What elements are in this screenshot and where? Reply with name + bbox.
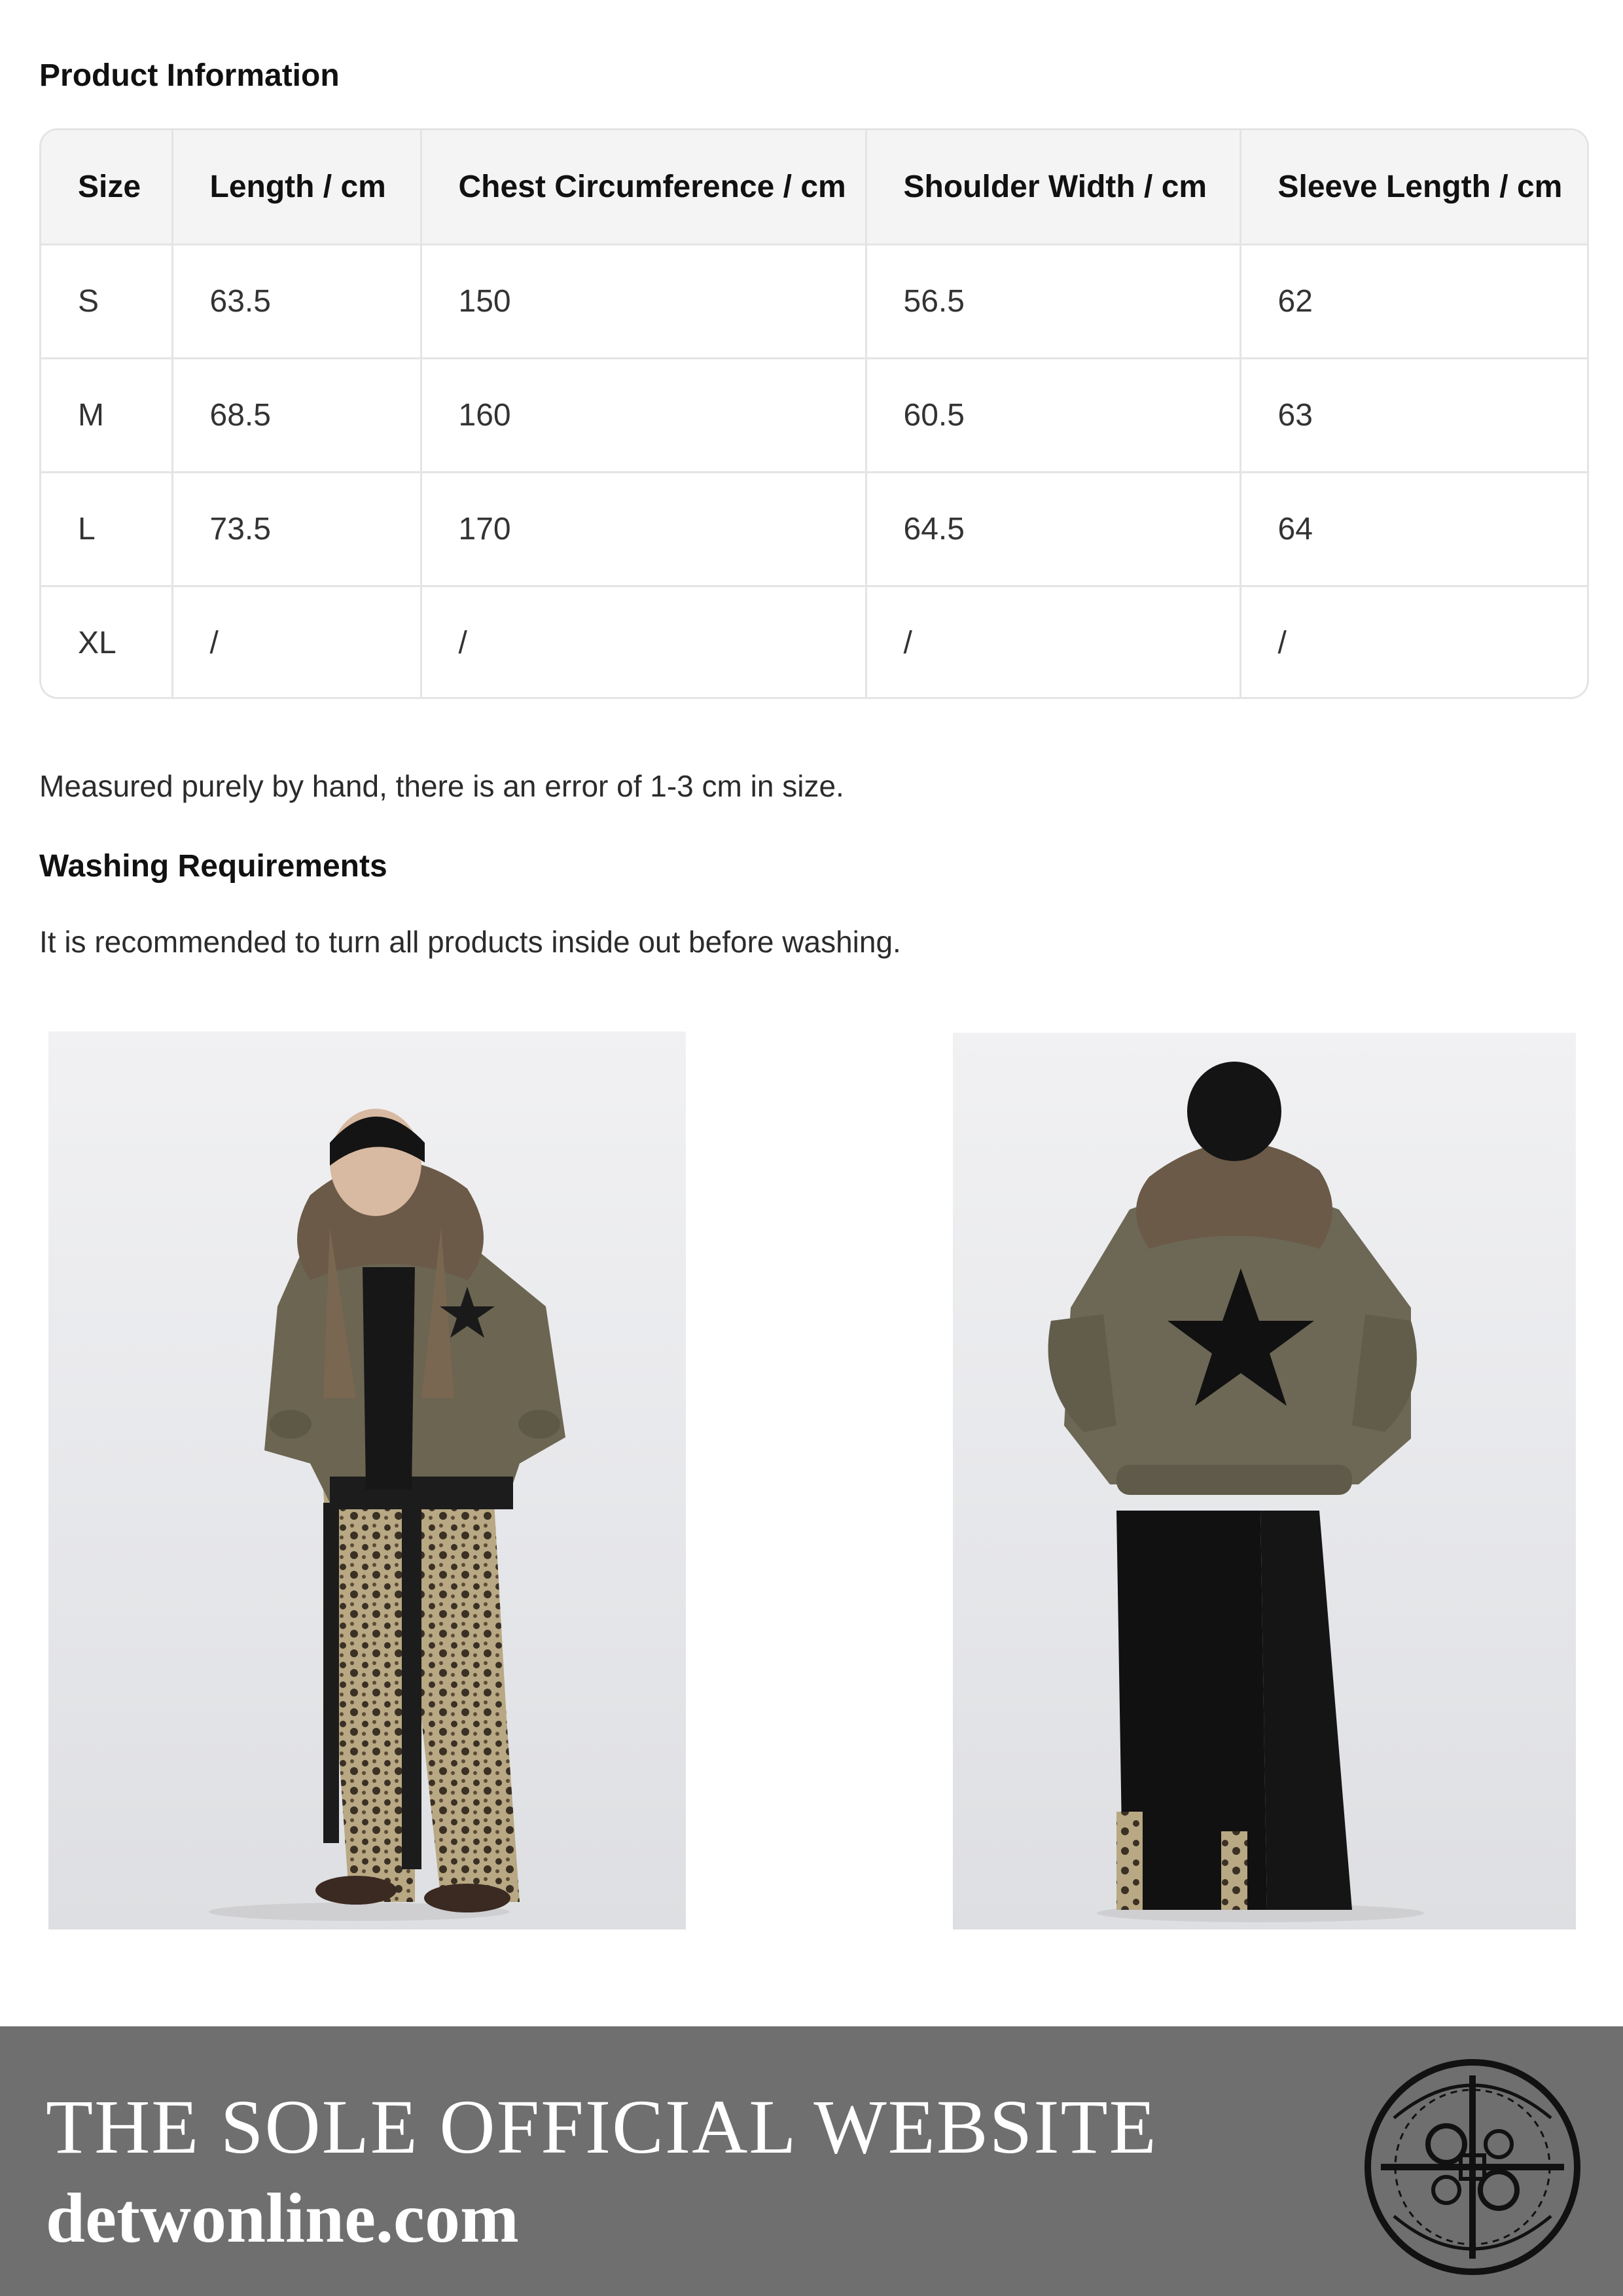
cell-sleeve: / — [1277, 626, 1287, 661]
table-header-row — [41, 130, 1587, 244]
cell-sleeve: 64 — [1240, 472, 1587, 586]
table-row — [41, 586, 1587, 699]
footer-website-link[interactable]: detwonline.com — [46, 2179, 519, 2257]
cell-shoulder: 56.5 — [866, 244, 1240, 358]
table-row — [41, 472, 1587, 586]
cell-size: S — [41, 244, 172, 358]
footer-tagline: THE SOLE OFFICIAL WEBSITE — [46, 2084, 1158, 2170]
cell-length: / — [172, 586, 421, 699]
cell-shoulder: 64.5 — [866, 472, 1240, 586]
cell-sleeve: 63 — [1240, 358, 1587, 472]
model-front-illustration — [48, 1031, 686, 1929]
product-information-title: Product Information — [39, 58, 340, 93]
brand-logo — [1342, 2046, 1603, 2288]
cell-length: 68.5 — [172, 358, 421, 472]
measurement-note: Measured purely by hand, there is an error of 1-3 cm in size. — [39, 769, 844, 803]
product-photo-back — [953, 1033, 1576, 1929]
header-chest: Chest Circumference / cm — [421, 130, 866, 244]
washing-requirements-title: Washing Requirements — [39, 849, 387, 884]
cell-chest: 150 — [421, 244, 866, 358]
product-photo-front — [48, 1031, 686, 1929]
header-length: Length / cm — [172, 130, 421, 244]
cell-length: 73.5 — [172, 472, 421, 586]
table-row — [41, 244, 1587, 358]
cell-length: 63.5 — [172, 244, 421, 358]
header-shoulder: Shoulder Width / cm — [866, 130, 1240, 244]
model-back-illustration — [953, 1033, 1576, 1929]
cell-size: L — [41, 472, 172, 586]
cell-chest: 160 — [421, 358, 866, 472]
table-row — [41, 358, 1587, 472]
size-table — [39, 128, 1589, 699]
header-sleeve: Sleeve Length / cm — [1240, 130, 1587, 244]
cell-shoulder: / — [866, 586, 1240, 699]
brand-seal-icon — [1342, 2046, 1603, 2288]
cell-size: XL — [41, 586, 172, 699]
cell-size: M — [41, 358, 172, 472]
header-size: Size — [41, 130, 172, 244]
cell-chest: 170 — [421, 472, 866, 586]
footer-banner — [0, 2026, 1623, 2296]
cell-sleeve: 62 — [1240, 244, 1587, 358]
cell-shoulder: 60.5 — [866, 358, 1240, 472]
cell-chest: / — [421, 586, 866, 699]
washing-text: It is recommended to turn all products inside out before washing. — [39, 925, 901, 959]
